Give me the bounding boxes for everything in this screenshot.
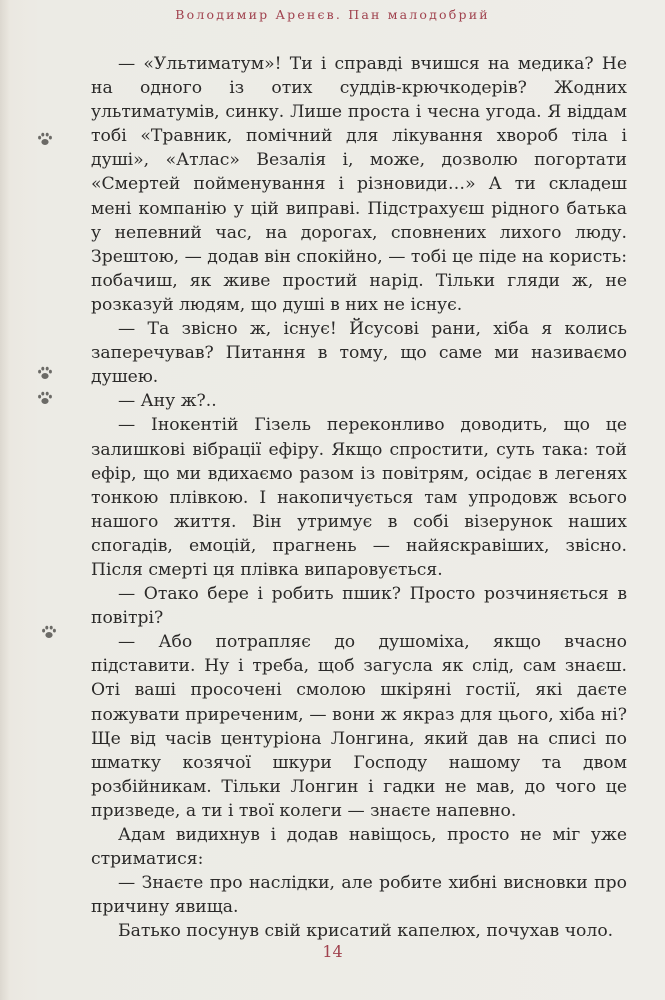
paragraph: — «Ультиматум»! Ти і справді вчишся на медика? Не на одного із отих суддів-крючкодерів? Жодних ультиматумів, синку. Лише проста і чесна угода. Я віддам тобі «Травник, помічний для лікування хвороб тіла і душі», «Атлас» Везалія і, може, дозволю погортати «Смертей пойменування і різновиди…» А ти складеш мені компанію у цій виправі. Підстрахуєш рідного батька у непевний час, на дорогах, сповнених лихого люду. Зрештою, — додав він спокійно, — тобі це піде на користь: побачиш, як живе простий нарід. Тільки гляди ж, не розказуй людям, що душі в них не існує.	[91, 54, 627, 315]
paragraph: — Та звісно ж, існує! Йсусові рани, хіба я колись заперечував? Питання в тому, що саме ми називаємо душею.	[91, 319, 627, 388]
paragraph: — Або потрапляє до душоміха, якщо вчасно підставити. Ну і треба, щоб загусла як слід, сам знаєш. Оті ваші просочені смолою шкіряні гостії, які даєте пожувати приреченим, — вони ж якраз для цього, хіба ні? Ще від часів центуріона Лонгина, який дав на списі по шматку козячої шкури Господу нашому та двом розбійникам. Тільки Лонгин і гадки не мав, до чого це призведе, а ти і твої колеги — знаєте напевно.	[91, 632, 627, 821]
paragraph: — Ану ж?..	[118, 391, 217, 412]
running-title: Володимир Аренєв. Пан малодобрий	[175, 7, 490, 22]
paw-print-icon	[37, 132, 53, 146]
paragraph: Адам видихнув і додав навіщось, просто не міг уже стриматися:	[91, 825, 627, 870]
page-number: 14	[322, 942, 343, 961]
paw-print-icon	[41, 625, 57, 639]
paw-print-icon	[37, 391, 53, 405]
paw-print-icon	[37, 366, 53, 380]
paragraph: — Отако бере і робить пшик? Просто розчиняється в повітрі?	[91, 584, 627, 629]
paragraph: Батько посунув свій крисатий капелюх, почухав чоло.	[118, 921, 614, 942]
body-text	[91, 52, 627, 943]
paragraph: — Інокентій Гізель переконливо доводить, що це залишкові вібрації ефіру. Якщо спростити, суть така: той ефір, що ми вдихаємо разом із повітрям, осідає в легенях тонкою плівкою. І накопичується там упродовж всього нашого життя. Він утримує в собі візерунок наших спогадів, емоцій, прагнень — найяскравіших, звісно. Після смерті ця плівка випаровується.	[91, 415, 627, 580]
paragraph: — Знаєте про наслідки, але робите хибні висновки про причину явища.	[91, 873, 627, 918]
